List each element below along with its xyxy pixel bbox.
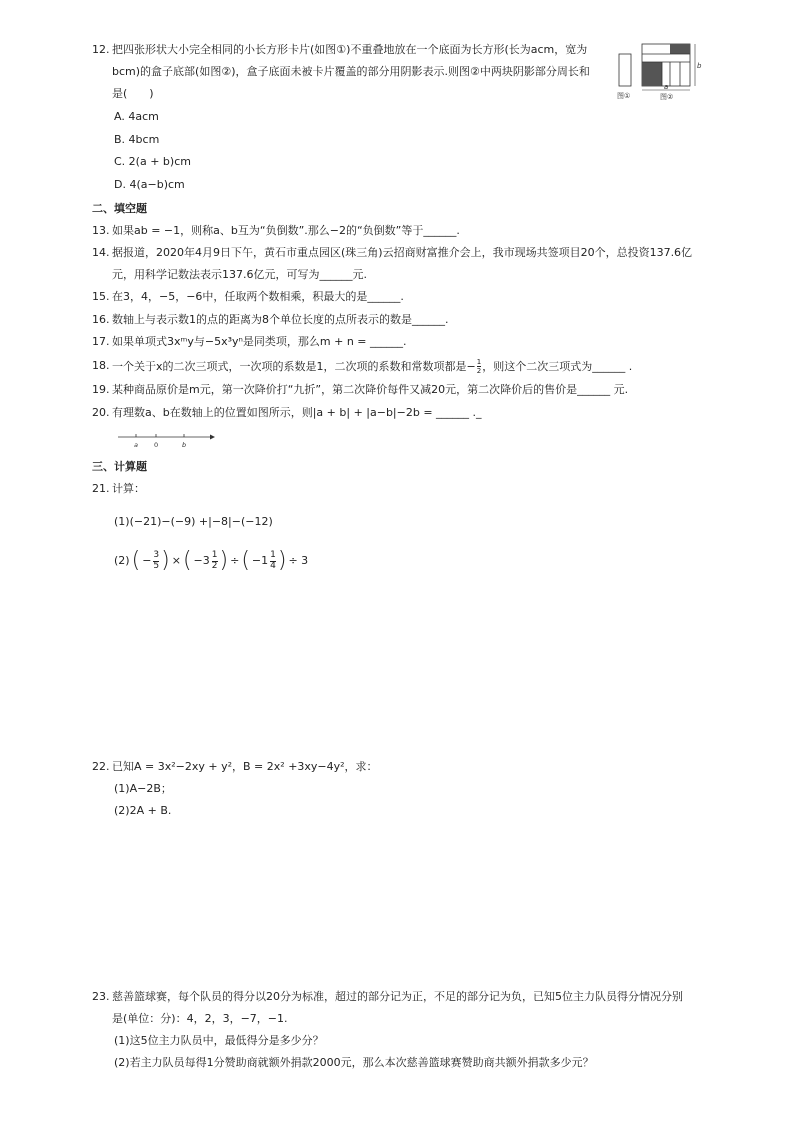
section-fill-blank-heading: 二、填空题: [92, 202, 147, 215]
q21-mixed-2-fraction: [270, 551, 276, 572]
axis-label-zero: 0: [154, 441, 159, 449]
q22-part2: (2)2A + B.: [114, 804, 172, 817]
q23-number: 23.: [92, 990, 110, 1003]
q15-number: 15.: [92, 290, 110, 303]
q21-fraction-1: [153, 551, 159, 572]
q22-part1: (1)A−2B；: [114, 782, 172, 795]
q21-part2-tail: ÷ 3: [288, 553, 309, 567]
q23-part1: (1)这5位主力队员中，最低得分是多少分？: [114, 1034, 324, 1047]
q17-number: 17.: [92, 335, 110, 348]
figure-2-b-label: b: [697, 62, 702, 70]
arrow-right-icon: [210, 435, 215, 440]
q15-text: 在3，4，−5，−6中，任取两个数相乘，积最大的是______.: [112, 290, 404, 303]
q12-figure: [614, 40, 714, 104]
times-sign: ×: [171, 553, 181, 567]
shaded-region-top: [670, 44, 690, 54]
q21-part1: (1)(−21)−(−9) +|−8|−(−12): [114, 515, 273, 528]
q19-number: 19.: [92, 383, 110, 396]
q14-line1: 据报道，2020年4月9日下午，黄石市重点园区(珠三角)云招商财富推介会上，我市现场共签项目20个，总投资137.6亿: [112, 246, 693, 259]
q21-mixed-2-numerator: 1: [270, 549, 276, 560]
q12-option-a: A. 4acm: [114, 110, 159, 123]
q21-fraction-1-denominator: 5: [153, 560, 160, 571]
q18-number: 18.: [92, 359, 110, 372]
q18-fraction: [477, 359, 481, 375]
q21-mixed-2-denominator: 4: [270, 560, 276, 571]
q14-line2: 元，用科学记数法表示137.6亿元，可写为______元.: [112, 268, 367, 281]
q12-line1: 把四张形状大小完全相同的小长方形卡片(如图①)不重叠地放在一个底面为长方形(长为acm，宽为: [112, 43, 588, 56]
q21-mixed-2-whole: −1: [251, 553, 269, 567]
q22-number: 22.: [92, 760, 110, 773]
q18-text-a: 一个关于x的二次三项式，一次项的系数是1，二次项的系数和常数项都是−: [112, 359, 476, 373]
q21-mixed-1-denominator: 2: [211, 560, 218, 571]
q21-mixed-1-numerator: 1: [211, 549, 218, 560]
shaded-region-bottom: [642, 62, 662, 86]
q16-text: 数轴上与表示数1的点的距离为8个单位长度的点所表示的数是______.: [112, 313, 449, 326]
q13-text: 如果ab = −1，则称a、b互为“负倒数”.那么−2的“负倒数”等于______.: [112, 224, 460, 237]
q19-text: 某种商品原价是m元，第一次降价打“九折”，第二次降价每件又减20元，第二次降价后的售价是______ 元.: [112, 383, 629, 396]
q22-line1: 已知A = 3x²−2xy + y²，B = 2x² +3xy−4y²，求：: [112, 760, 378, 773]
section-calculation-heading: 三、计算题: [92, 460, 147, 473]
figure-2-a-label: a: [664, 83, 669, 91]
q12-line2: bcm)的盒子底部(如图②)，盒子底面未被卡片覆盖的部分用阴影表示.则图②中两块阴影部分周长和: [112, 65, 590, 78]
q21-mixed-1-fraction: [212, 551, 218, 572]
axis-label-b: b: [182, 441, 187, 449]
q20-text: 有理数a、b在数轴上的位置如图所示，则|a + b| + |a−b|−2b = ______ ._: [112, 406, 482, 419]
q14-number: 14.: [92, 246, 110, 259]
q21-part2-prefix: (2): [114, 553, 130, 567]
q21-fraction-1-numerator: 3: [153, 549, 160, 560]
q21-title: 计算：: [112, 482, 145, 495]
divide-sign: ÷: [230, 553, 240, 567]
q18-fraction-numerator: 1: [476, 358, 482, 366]
q18-text: [112, 359, 632, 375]
q17-text: 如果单项式3xᵐy与−5x³yⁿ是同类项，那么m + n = ______.: [112, 335, 407, 348]
axis-label-a: a: [134, 441, 138, 449]
q21-number: 21.: [92, 482, 110, 495]
q12-line3: 是( ): [112, 87, 154, 100]
q23-line1: 慈善篮球赛，每个队员的得分以20分为标准，超过的部分记为正，不足的部分记为负，已知5位主力队员得分情况分别: [112, 990, 683, 1003]
q13-number: 13.: [92, 224, 110, 237]
q12-option-c: C. 2(a + b)cm: [114, 155, 191, 168]
q18-text-b: ，则这个二次三项式为______ .: [482, 359, 633, 373]
q18-fraction-denominator: 2: [476, 367, 482, 375]
figure-1-label: 图①: [617, 92, 631, 100]
q21-mixed-1-whole: −3: [193, 553, 210, 567]
q23-part2: (2)若主力队员每得1分赞助商就额外捐款2000元，那么本次慈善篮球赛赞助商共额外捐款多少元？: [114, 1056, 594, 1069]
figure-2-label: 图②: [660, 93, 674, 101]
q16-number: 16.: [92, 313, 110, 326]
q12-option-d: D. 4(a−b)cm: [114, 178, 185, 191]
q20-number: 20.: [92, 406, 110, 419]
q12-number: 12.: [92, 43, 110, 56]
card-figure-1: [619, 54, 631, 86]
q23-line2: 是(单位：分)：4，2，3，−7，−1.: [112, 1012, 288, 1025]
q20-number-line: [114, 429, 216, 451]
q21-part2: (2) ( − $\frac{3}{5}$ ) × ( −3 $\frac{1}{2}$ ) ÷ ( −1 $\frac{1}{4}$ ) ÷ 3: [114, 548, 309, 573]
q12-option-b: B. 4bcm: [114, 133, 160, 146]
